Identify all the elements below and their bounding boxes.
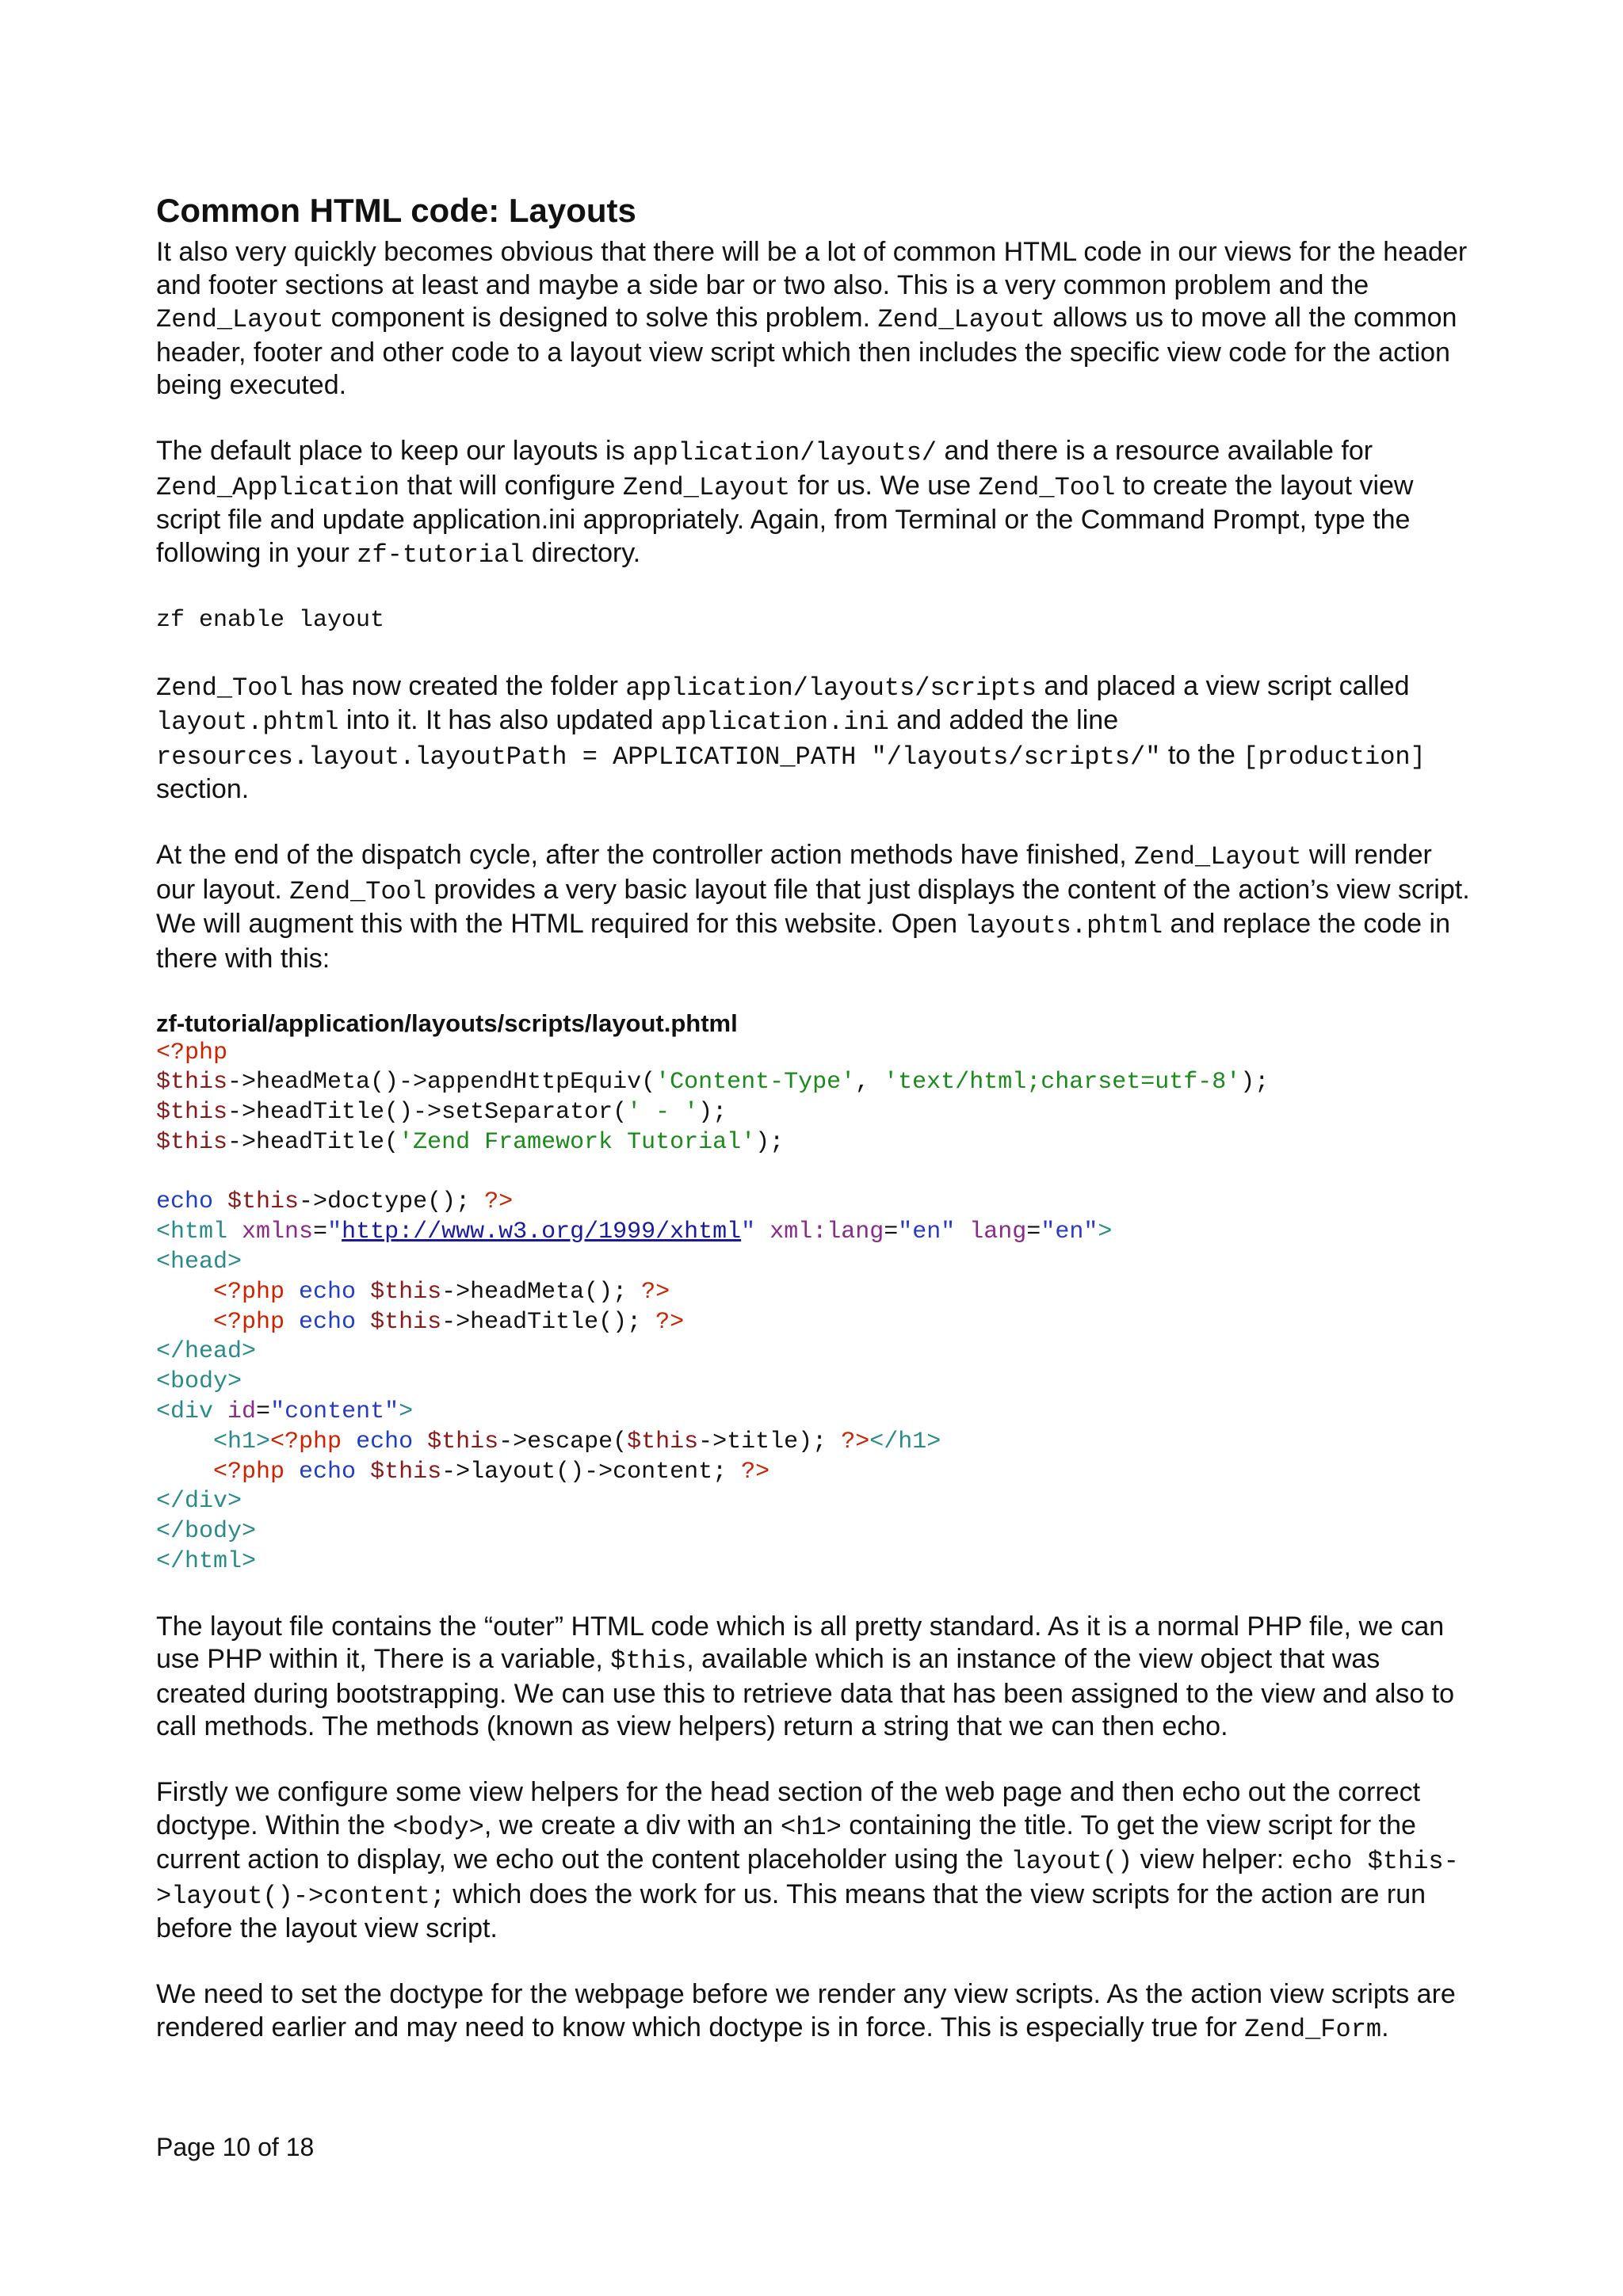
html-tag: </div> [156, 1488, 242, 1516]
text: that will configure [399, 470, 623, 501]
code-text: ); [1240, 1069, 1270, 1097]
inline-code: Zend_Tool [289, 876, 427, 906]
inline-code: layout() [1010, 1847, 1133, 1877]
code-text: = [884, 1219, 899, 1246]
html-tag: <html [156, 1219, 228, 1246]
text: provides a very basic layout file that just displays the content of the action’s view script. We will augment this with the HTML required for this website. Open [156, 874, 1470, 939]
inline-code: layouts.phtml [964, 911, 1163, 940]
page-content [156, 190, 1472, 2079]
xmlns-link[interactable]: http://www.w3.org/1999/xhtml [342, 1219, 742, 1246]
this-variable: $this [156, 1128, 228, 1156]
paragraph-layout-file [156, 1611, 1472, 1744]
text: and replace the code in there with this: [156, 909, 1451, 974]
code-line-6 [156, 1188, 1472, 1218]
code-file-label: zf-tutorial/application/layouts/scripts/layout.phtml [156, 1009, 738, 1037]
inline-code: $this [610, 1646, 687, 1676]
attr-quote: " [327, 1219, 342, 1246]
text: Firstly we configure some view helpers for the head section of the web page and then echo out the correct doctype. Within the [156, 1777, 1421, 1840]
html-tag: </head> [156, 1338, 257, 1366]
text: and placed a view script called [1036, 670, 1410, 701]
inline-code: application.ini [660, 707, 889, 737]
echo-keyword: echo [299, 1458, 357, 1486]
code-text: = [256, 1398, 271, 1426]
php-close-tag: ?> [841, 1428, 870, 1455]
echo-keyword: echo [156, 1188, 214, 1216]
paragraph-doctype [156, 1978, 1472, 2046]
inline-code: Zend_Form [1244, 2014, 1382, 2044]
inline-code: resources.layout.layoutPath = APPLICATION_PATH "/layouts/scripts/" [156, 742, 1161, 772]
attr-quote: " [741, 1219, 756, 1246]
attr-name: xmlns [242, 1219, 314, 1246]
string-literal: ' - ' [627, 1099, 699, 1127]
paragraph-view-helpers [156, 1776, 1472, 1946]
php-open-tag: <?php [156, 1039, 228, 1066]
text: allows us to move all the common header, footer and other code to a layout view script which then includes the specific view code for the action being executed. [156, 303, 1457, 400]
text: and added the line [888, 705, 1119, 735]
inline-code: echo $this->layout()->content; [156, 1847, 1459, 1911]
code-line-18 [156, 1547, 1472, 1577]
code-line-16 [156, 1487, 1472, 1517]
html-tag: <div [156, 1398, 214, 1426]
inline-code: Zend_Application [156, 472, 400, 502]
text: and there is a resource available for [937, 436, 1373, 466]
text: will render our layout. [156, 840, 1432, 905]
text: The default place to keep our layouts is [156, 436, 633, 466]
code-text: ->headMeta(); [441, 1278, 642, 1306]
inline-code: <h1> [781, 1812, 842, 1842]
inline-code: Zend_Tool [978, 472, 1116, 502]
paragraph-intro [156, 236, 1472, 402]
this-variable: $this [156, 1069, 228, 1097]
attr-name: id [227, 1398, 257, 1426]
code-line-7 [156, 1218, 1472, 1248]
code-text: ->layout()->content; [441, 1458, 742, 1486]
code-line-9 [156, 1278, 1472, 1308]
php-open-tag: <?php [213, 1458, 285, 1486]
paragraph-zend-tool [156, 670, 1472, 807]
code-line-12 [156, 1367, 1472, 1398]
inline-code: Zend_Layout [877, 305, 1045, 334]
code-line-4 [156, 1128, 1472, 1158]
echo-keyword: echo [299, 1308, 357, 1336]
code-text: ->doctype(); [299, 1188, 485, 1216]
code-text: ->escape( [498, 1428, 628, 1455]
echo-keyword: echo [356, 1428, 414, 1455]
html-tag: <body> [156, 1368, 242, 1396]
code-text: ); [755, 1128, 785, 1156]
this-variable: $this [156, 1099, 228, 1127]
command-line: zf enable layout [156, 606, 385, 634]
text: We need to set the doctype for the webpage before we render any view scripts. As the action view scripts are rendered earlier and may need to know which doctype is in force. This is especially true for [156, 1979, 1456, 2042]
inline-code: layout.phtml [156, 707, 339, 737]
code-line-1 [156, 1039, 1472, 1069]
attr-name: xml:lang [769, 1219, 884, 1246]
code-line-17 [156, 1517, 1472, 1547]
code-line-13 [156, 1398, 1472, 1428]
code-text: ->headTitle()->setSeparator( [227, 1099, 628, 1127]
text: component is designed to solve this problem. [323, 303, 878, 333]
attr-value: "en" [1041, 1219, 1098, 1246]
echo-keyword: echo [299, 1278, 357, 1306]
text: , available which is an instance of the view object that was created during bootstrapping. We can use this to retrieve data that has been assigned to the view and also to call methods. The methods (known as view helpers) return a string that we can then echo. [156, 1644, 1455, 1742]
this-variable: $this [427, 1428, 499, 1455]
code-text: ); [698, 1099, 727, 1127]
code-text: ->headTitle( [227, 1128, 399, 1156]
html-tag: > [399, 1398, 414, 1426]
this-variable: $this [370, 1308, 442, 1336]
paragraph-default-place [156, 435, 1472, 571]
this-variable: $this [627, 1428, 699, 1455]
page-number: Page 10 of 18 [156, 2133, 315, 2161]
php-open-tag: <?php [270, 1428, 342, 1455]
text: has now created the folder [292, 670, 626, 701]
html-tag: <h1> [213, 1428, 271, 1455]
code-block [156, 1039, 1472, 1577]
string-literal: 'text/html;charset=utf-8' [884, 1069, 1241, 1097]
php-close-tag: ?> [484, 1188, 514, 1216]
paragraph-dispatch-cycle [156, 839, 1472, 975]
text: for us. We use [790, 470, 979, 501]
inline-code: <body> [392, 1812, 484, 1842]
code-line-14 [156, 1428, 1472, 1458]
code-line-10 [156, 1308, 1472, 1338]
inline-code: Zend_Layout [156, 305, 324, 334]
php-open-tag: <?php [213, 1308, 285, 1336]
code-line-11 [156, 1337, 1472, 1367]
text: It also very quickly becomes obvious that there will be a lot of common HTML code in our views for the header and footer sections at least and maybe a side bar or two also. This is a very common problem and the [156, 237, 1468, 300]
inline-code: zf-tutorial [357, 540, 525, 570]
text: The layout file contains the “outer” HTML code which is all pretty standard. As it is a normal PHP file, we can use PHP within it, There is a variable, [156, 1611, 1445, 1675]
inline-code: application/layouts/ [632, 438, 938, 467]
code-text: ->headMeta()->appendHttpEquiv( [227, 1069, 656, 1097]
text: into it. It has also updated [338, 705, 661, 735]
html-tag: </body> [156, 1518, 257, 1546]
html-tag: </h1> [869, 1428, 941, 1455]
text: directory. [524, 537, 641, 568]
code-text: ->headTitle(); [441, 1308, 656, 1336]
attr-value: "content" [270, 1398, 399, 1426]
this-variable: $this [370, 1278, 442, 1306]
code-line-15 [156, 1458, 1472, 1488]
html-tag: > [1098, 1219, 1113, 1246]
inline-code: Zend_Tool [156, 673, 293, 703]
text: , we create a div with an [483, 1810, 781, 1840]
code-line-8 [156, 1248, 1472, 1278]
text: which does the work for us. This means that the view scripts for the action are run before the layout view script. [156, 1878, 1426, 1944]
text: containing the title. To get the view script for the current action to display, we echo out the content placeholder using the [156, 1810, 1416, 1875]
code-text: = [313, 1219, 328, 1246]
text: to create the layout view script file and update application.ini appropriately. Again, from Terminal or the Command Prompt, type the following in your [156, 470, 1414, 568]
code-text: ->title); [698, 1428, 842, 1455]
attr-value: "en" [898, 1219, 956, 1246]
inline-code: [production] [1243, 742, 1426, 772]
php-open-tag: <?php [213, 1278, 285, 1306]
code-text: , [855, 1069, 884, 1097]
string-literal: 'Zend Framework Tutorial' [399, 1128, 756, 1156]
php-close-tag: ?> [655, 1308, 685, 1336]
attr-name: lang [969, 1219, 1027, 1246]
text: to the [1160, 739, 1243, 770]
code-line-2 [156, 1068, 1472, 1098]
code-line-3 [156, 1098, 1472, 1128]
this-variable: $this [370, 1458, 442, 1486]
text: section. [156, 774, 250, 804]
inline-code: Zend_Layout [622, 472, 791, 502]
php-close-tag: ?> [741, 1458, 770, 1486]
html-tag: <head> [156, 1249, 242, 1276]
code-text: = [1026, 1219, 1041, 1246]
code-line-5-blank [156, 1158, 1472, 1188]
text: At the end of the dispatch cycle, after the controller action methods have finished, [156, 840, 1135, 870]
text: . [1381, 2012, 1389, 2042]
text: view helper: [1132, 1844, 1292, 1875]
section-heading: Common HTML code: Layouts [156, 192, 636, 229]
html-tag: </html> [156, 1548, 257, 1576]
php-close-tag: ?> [641, 1278, 670, 1306]
this-variable: $this [227, 1188, 300, 1216]
inline-code: Zend_Layout [1134, 842, 1302, 871]
inline-code: application/layouts/scripts [625, 673, 1037, 703]
string-literal: 'Content-Type' [655, 1069, 856, 1097]
